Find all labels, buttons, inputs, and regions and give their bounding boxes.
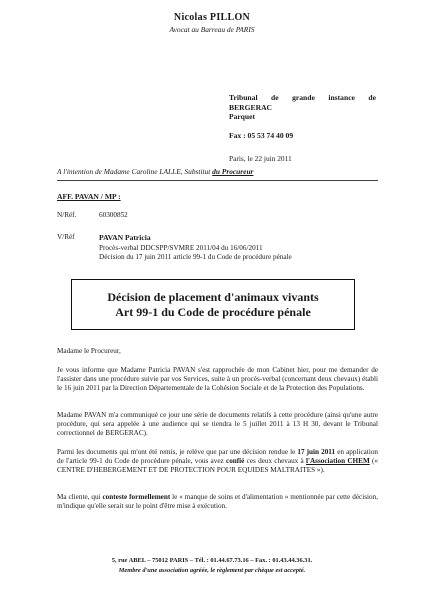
attention-line xyxy=(57,167,253,176)
affaire-title: AFF. PAVAN / MP : xyxy=(57,192,121,201)
vref-name: PAVAN Patricia xyxy=(99,233,151,242)
separator-line xyxy=(57,180,378,181)
vref-label: V/Réf xyxy=(57,233,75,241)
decision-box xyxy=(71,279,355,330)
nref-value: 60300852 xyxy=(99,211,128,219)
sender-name: Nicolas PILLON xyxy=(173,12,251,23)
p4-text-a: Ma cliente, qui xyxy=(57,493,103,501)
recipient-court-line2: BERGERAC xyxy=(229,102,273,112)
recipient-parquet: Parquet xyxy=(229,112,256,122)
p3-text-a: Parmi les documents qui m'ont été remis, je relève que par une décision rendue le xyxy=(57,448,298,456)
vref-decision: Décision du 17 juin 2011 article 99-1 du Code de procédure pénale xyxy=(99,253,292,261)
letter-date: Paris, le 22 juin 2011 xyxy=(229,154,292,163)
p3-date-bold: 17 juin 2011 xyxy=(297,448,336,456)
paragraph-4 xyxy=(57,493,378,511)
decision-title-line2: Art 99-1 du Code de procédure pénale xyxy=(115,304,311,319)
vref-pv: Procès-verbal DDCSPP/SVMRE 2011/04 du 16/06/2011 xyxy=(99,244,263,252)
p3-association-bold: l'Association CHEM xyxy=(305,457,370,466)
p4-conteste-bold: conteste formellement xyxy=(102,493,171,501)
footer-association: Membre d'une association agréée, le règlement par chèque est accepté. xyxy=(118,567,306,574)
p4-text-c: le « manque de soins et d'alimentation » mentionnée par cette décision, m'indique qu'elle serait sur le point d'être mise à exécution. xyxy=(57,493,379,511)
nref-label: N/Réf. xyxy=(57,211,77,219)
p3-text-e: ces deux chevaux à xyxy=(244,457,306,466)
salutation: Madame le Procureur, xyxy=(57,347,121,355)
decision-title-line1: Décision de placement d'animaux vivants xyxy=(107,289,319,304)
attention-procureur: du Procureur xyxy=(212,167,254,176)
paragraph-3 xyxy=(57,448,378,476)
p3-text-g: (« CENTRE D'HEBERGEMENT ET DE PROTECTION POUR EQUIDES MALTRAITES »). xyxy=(57,457,378,475)
sender-title: Avocat au Barreau de PARIS xyxy=(169,25,255,34)
footer-address: 5, rue ABEL – 75012 PARIS – Tél. : 01.44.67.73.16 – Fax. : 01.43.44.36.31. xyxy=(111,557,313,564)
recipient-block xyxy=(229,93,376,122)
p3-confie-bold: confié xyxy=(226,457,245,466)
attention-prefix: A l'intention de Madame Caroline LALLE, Substitut xyxy=(57,167,213,176)
recipient-fax: Fax : 05 53 74 40 09 xyxy=(229,131,294,140)
paragraph-1: Je vous informe que Madame Patricia PAVAN s'est rapprochée de mon Cabinet hier, pour me demander de l'assister dans une procédure suivie par vos Services, suite à un procès-verbal (concernant deux chevaux) établi le 16 juin 2011 par la Direction Départementale de la Cohésion Sociale et de la Protection des Populations. xyxy=(57,366,378,393)
recipient-court-line1: Tribunal de grande instance de xyxy=(229,93,376,102)
p3-text-c: en application de l'article 99-1 du Code de procédure pénale, vous avez xyxy=(57,448,379,466)
paragraph-2: Madame PAVAN m'a communiqué ce jour une série de documents relatifs à cette procédure (ainsi qu'une autre procédure, qui sera appelée à une audience qui se tiendra le 5 juillet 2011 à 13 H 30, devant le Tribunal correctionnel de BERGERAC). xyxy=(57,411,378,438)
